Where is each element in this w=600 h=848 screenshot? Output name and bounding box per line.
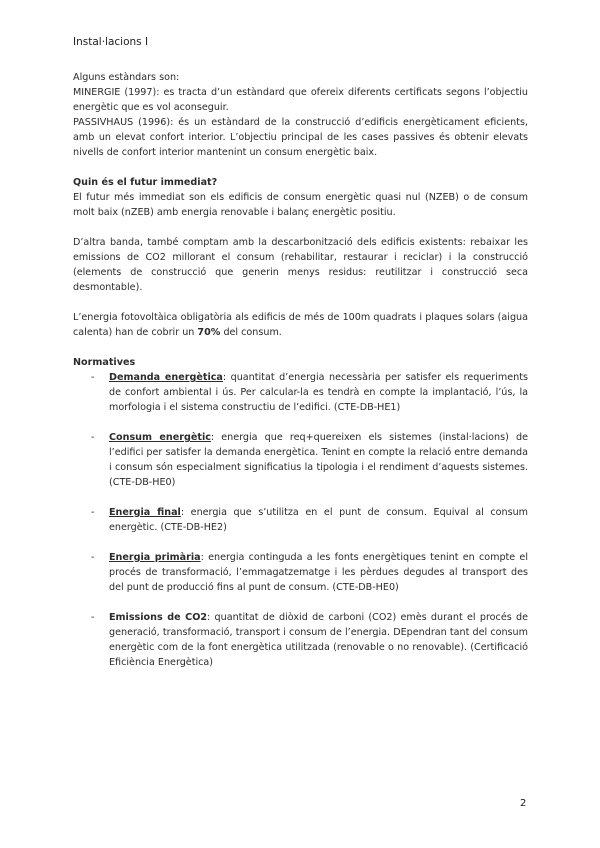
minergie-paragraph: MINERGIE (1997): es tracta d’un estàndard que ofereix diferents certificats segons l’objectiu energètic que es vol aconseguir.	[73, 87, 528, 113]
list-item-energia-primaria	[73, 550, 528, 595]
bullet-dash: -	[91, 552, 95, 563]
bullet-dash: -	[91, 507, 95, 518]
normatives-heading: Normatives	[73, 357, 136, 368]
photovoltaic-text-end: del consum.	[220, 327, 282, 338]
term-demanda-energetica: Demanda energètica	[109, 372, 223, 383]
list-item-demanda	[73, 370, 528, 415]
definition-energia-final: : energia que s’utilitza en el punt de consum. Equival al consum energètic. (CTE-DB-HE2)	[109, 507, 529, 533]
future-paragraph-1: El futur més immediat son els edificis de consum energètic quasi nul (NZEB) o de consum molt baix (nZEB) amb energia renovable i balanç energètic positiu.	[73, 192, 528, 218]
term-consum-energetic: Consum energètic	[109, 432, 211, 443]
definition-consum-energetic: : energia que req+quereixen els sistemes (instal·lacions) de l’edifici per satisfer la demanda energètica. Tenint en compte la relació entre demanda i consum són especialment significatius la tipologia i el rendiment d’aquests sistemes. (CTE-DB-HE0)	[109, 432, 528, 488]
normatives-list	[73, 370, 528, 670]
future-paragraph-3	[73, 310, 528, 340]
passivhaus-paragraph: PASSIVHAUS (1996): és un estàndard de la construcció d’edificis energèticament eficients, amb un elevat confort interior. L’objectiu principal de les cases passives és obtenir elevats nivells de confort interior mantenint un consum energètic baix.	[73, 117, 528, 158]
bullet-dash: -	[91, 432, 95, 443]
list-item-energia-final	[73, 505, 528, 535]
page-header-title: Instal·lacions I	[73, 36, 149, 48]
future-heading: Quin és el futur immediat?	[73, 177, 218, 188]
photovoltaic-text-start: L’energia fotovoltàica obligatòria als edificis de més de 100m quadrats i plaques solars (aigua calenta) han de cobrir un	[73, 312, 528, 338]
photovoltaic-percentage: 70%	[197, 327, 221, 338]
standards-lead: Alguns estàndars son:	[73, 72, 180, 83]
list-item-emissions	[73, 610, 528, 670]
page-number: 2	[520, 798, 527, 809]
bullet-dash: -	[91, 372, 95, 383]
term-energia-primaria: Energia primària	[109, 552, 201, 563]
definition-emissions-co2: : quantitat de diòxid de carboni (CO2) emès durant el procés de generació, transformació, transport i consum de l’energia. DEpendran tant del consum energètic com de la font energètica utilitzada (renovable o no renovable). (Certificació Eficiència Energètica)	[109, 612, 528, 668]
term-emissions-co2: Emissions de CO2	[109, 612, 208, 623]
definition-energia-primaria: : energia continguda a les fonts energètiques tenint en compte el procés de transformació, l’emmagatzematge i les pèrdues degudes al transport des del punt de producció fins al punt de consum. (CTE-DB-HE0)	[109, 552, 528, 593]
bullet-dash: -	[91, 612, 95, 623]
future-paragraph-2: D’altra banda, també comptam amb la descarbonització dels edificis existents: rebaixar les emissions de CO2 millorant el consum (rehabilitar, restaurar i reciclar) i la construcció (elements de construcció que generin menys residus: reutilitzar i construcció seca desmontable).	[73, 237, 528, 293]
definition-demanda-energetica: : quantitat d’energia necessària per satisfer els requeriments de confort ambiental i ús. Per calcular-la es tendrà en compte la implantació, l’ús, la morfologia i el sistema constructiu de l’edifici. (CTE-DB-HE1)	[109, 372, 528, 413]
list-item-consum	[73, 430, 528, 490]
term-energia-final: Energia final	[109, 507, 181, 518]
page-content	[73, 70, 528, 685]
